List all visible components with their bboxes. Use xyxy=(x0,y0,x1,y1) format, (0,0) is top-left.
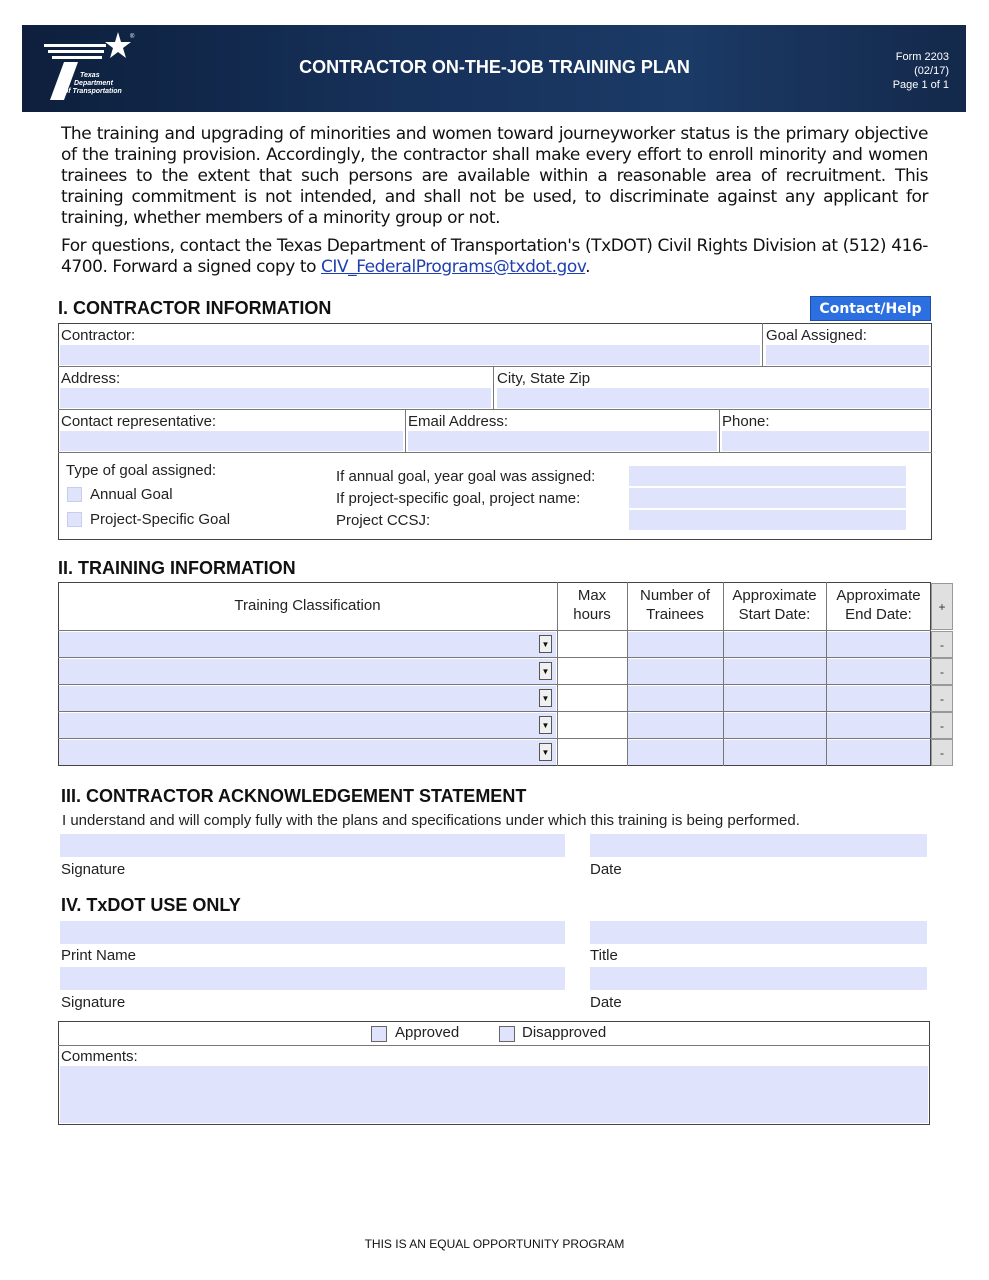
goal-assigned-field[interactable] xyxy=(766,345,929,365)
col-header-classification: Training Classification xyxy=(234,597,381,614)
col-header-max-hours-text: Max hours xyxy=(573,587,611,623)
contact-help-button[interactable]: Contact/Help xyxy=(810,296,931,321)
ccsj-field[interactable] xyxy=(629,510,906,530)
form-meta xyxy=(893,50,949,92)
dropdown-arrow-icon[interactable]: ▼ xyxy=(539,635,552,653)
divider xyxy=(58,409,932,410)
city-state-zip-field[interactable] xyxy=(497,388,929,408)
classification-field[interactable] xyxy=(59,632,556,657)
col-header-start-date-text: Approximate Start Date: xyxy=(732,587,817,623)
dropdown-arrow-icon[interactable]: ▼ xyxy=(539,662,552,680)
address-label: Address: xyxy=(61,370,121,387)
start-date-field[interactable] xyxy=(724,632,826,657)
trainees-field[interactable] xyxy=(628,659,723,684)
disapproved-checkbox[interactable] xyxy=(499,1026,515,1042)
contact-rep-label: Contact representative: xyxy=(61,413,217,430)
start-date-field[interactable] xyxy=(724,713,826,738)
section-4-title: IV. TxDOT USE ONLY xyxy=(61,895,241,915)
project-goal-checkbox[interactable] xyxy=(67,512,82,527)
annual-goal-label: Annual Goal xyxy=(90,486,173,503)
logo-line: Department xyxy=(74,80,113,87)
contractor-field[interactable] xyxy=(60,345,760,365)
annual-goal-checkbox[interactable] xyxy=(67,487,82,502)
end-date-field[interactable] xyxy=(827,713,930,738)
divider xyxy=(58,366,932,367)
col-header-start-date xyxy=(723,586,826,624)
classification-field[interactable] xyxy=(59,686,556,711)
training-rows xyxy=(58,631,958,766)
comments-field[interactable] xyxy=(60,1066,928,1123)
acknowledgement-statement: I understand and will comply fully with the plans and specifications under which this training is being performed. xyxy=(62,812,800,829)
signature-label: Signature xyxy=(61,861,126,878)
project-goal-label: Project-Specific Goal xyxy=(90,511,231,528)
trainees-field[interactable] xyxy=(628,713,723,738)
trainees-field[interactable] xyxy=(628,632,723,657)
divider xyxy=(58,1045,930,1046)
date-label: Date xyxy=(590,994,622,1011)
col-header-max-hours xyxy=(557,586,627,624)
col-header-trainees xyxy=(627,586,723,624)
remove-row-button[interactable]: - xyxy=(931,712,953,739)
dropdown-arrow-icon[interactable]: ▼ xyxy=(539,689,552,707)
classification-field[interactable] xyxy=(59,659,556,684)
page-number: Page 1 of 1 xyxy=(892,79,949,91)
divider xyxy=(762,323,763,367)
address-field[interactable] xyxy=(60,388,491,408)
contact-rep-field[interactable] xyxy=(60,431,403,451)
project-name-field[interactable] xyxy=(629,488,906,508)
form-title: CONTRACTOR ON-THE-JOB TRAINING PLAN xyxy=(299,57,690,77)
start-date-field[interactable] xyxy=(724,740,826,765)
divider xyxy=(719,409,720,453)
section-3-title: III. CONTRACTOR ACKNOWLEDGEMENT STATEMENT xyxy=(61,786,527,806)
disapproved-label: Disapproved xyxy=(522,1024,607,1041)
trainees-field[interactable] xyxy=(628,686,723,711)
section-2-title: II. TRAINING INFORMATION xyxy=(58,558,296,578)
remove-row-button[interactable]: - xyxy=(931,739,953,766)
comments-label: Comments: xyxy=(61,1048,138,1065)
col-header-trainees-text: Number of Trainees xyxy=(639,587,711,623)
intro-paragraph-1: The training and upgrading of minorities and women toward journeyworker status is the primary objective of the training provision. Accordingly, the contractor shall make every effort to enroll minority and women trainees to the extent that such persons are available within a reasonable area of recruitment. This training commitment is not intended, and shall not be used, to discriminate against any applicant for training, whether members of a minority group or not. xyxy=(61,124,928,228)
txdot-date-field[interactable] xyxy=(590,967,927,990)
divider xyxy=(58,684,931,685)
footer-text: THIS IS AN EQUAL OPPORTUNITY PROGRAM xyxy=(364,1237,625,1251)
ccsj-label: Project CCSJ: xyxy=(336,512,431,529)
remove-row-button[interactable]: - xyxy=(931,685,953,712)
start-date-field[interactable] xyxy=(724,659,826,684)
txdot-signature-field[interactable] xyxy=(60,967,565,990)
divider xyxy=(493,366,494,410)
email-field[interactable] xyxy=(408,431,717,451)
divider xyxy=(58,657,931,658)
col-header-end-date xyxy=(826,586,931,624)
contractor-signature-field[interactable] xyxy=(60,834,565,857)
approved-checkbox[interactable] xyxy=(371,1026,387,1042)
remove-row-button[interactable]: - xyxy=(931,658,953,685)
goal-type-label: Type of goal assigned: xyxy=(66,462,217,479)
end-date-field[interactable] xyxy=(827,686,930,711)
col-header-end-date-text: Approximate End Date: xyxy=(836,587,921,623)
phone-label: Phone: xyxy=(722,413,770,430)
logo-line: of Transportation xyxy=(64,88,122,95)
form-date: (02/17) xyxy=(914,65,949,77)
divider xyxy=(58,711,931,712)
project-name-label: If project-specific goal, project name: xyxy=(336,490,581,507)
email-label: Email Address: xyxy=(408,413,509,430)
intro-paragraph-2-text: For questions, contact the Texas Department of Transportation's (TxDOT) Civil Rights Division at (512) 416-4700. Forward a signed copy to xyxy=(61,236,928,277)
annual-year-field[interactable] xyxy=(629,466,906,486)
section-1-title: I. CONTRACTOR INFORMATION xyxy=(58,298,332,318)
start-date-field[interactable] xyxy=(724,686,826,711)
dropdown-arrow-icon[interactable]: ▼ xyxy=(539,743,552,761)
svg-text:®: ® xyxy=(130,34,135,40)
add-row-button[interactable]: + xyxy=(931,583,953,630)
intro-paragraph-2-end: . xyxy=(585,257,591,277)
signature-label: Signature xyxy=(61,994,126,1011)
print-name-label: Print Name xyxy=(61,947,137,964)
form-number: Form 2203 xyxy=(895,51,949,63)
date-label: Date xyxy=(590,861,622,878)
end-date-field[interactable] xyxy=(827,740,930,765)
goal-assigned-label: Goal Assigned: xyxy=(766,327,867,344)
title-label: Title xyxy=(590,947,618,964)
divider xyxy=(405,409,406,453)
divider xyxy=(58,452,932,453)
print-name-field[interactable] xyxy=(60,921,565,944)
intro-paragraph-2 xyxy=(61,236,928,278)
phone-field[interactable] xyxy=(722,431,929,451)
city-state-zip-label: City, State Zip xyxy=(497,370,591,387)
classification-field[interactable] xyxy=(59,740,556,765)
end-date-field[interactable] xyxy=(827,659,930,684)
remove-row-button[interactable]: - xyxy=(931,631,953,658)
title-field[interactable] xyxy=(590,921,927,944)
contractor-label: Contractor: xyxy=(61,327,136,344)
logo-line: Texas xyxy=(80,72,100,79)
email-link[interactable]: CIV_FederalPrograms@txdot.gov xyxy=(320,257,586,277)
classification-field[interactable] xyxy=(59,713,556,738)
divider xyxy=(58,738,931,739)
approved-label: Approved xyxy=(395,1024,460,1041)
contractor-date-field[interactable] xyxy=(590,834,927,857)
dropdown-arrow-icon[interactable]: ▼ xyxy=(539,716,552,734)
annual-year-label: If annual goal, year goal was assigned: xyxy=(336,468,596,485)
trainees-field[interactable] xyxy=(628,740,723,765)
end-date-field[interactable] xyxy=(827,632,930,657)
